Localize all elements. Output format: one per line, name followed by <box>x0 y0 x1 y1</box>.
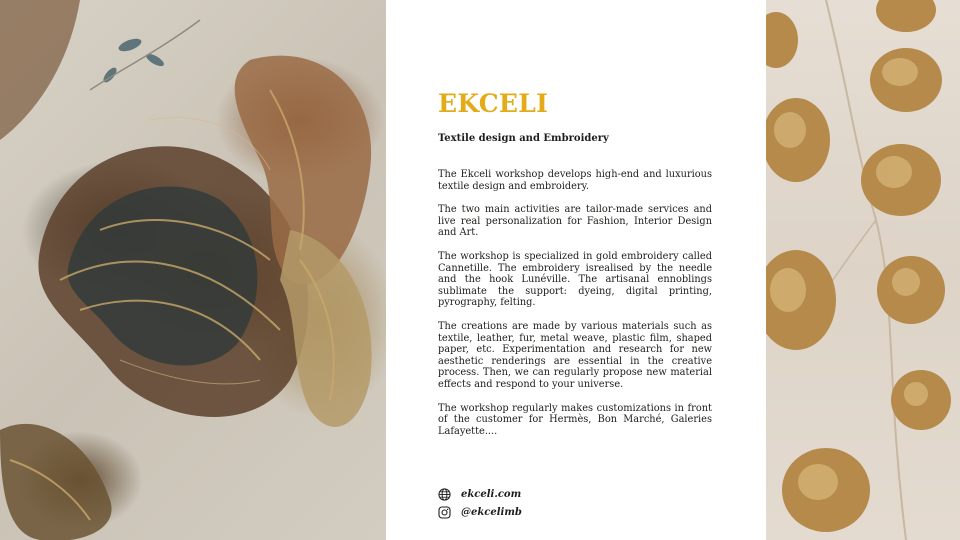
contact-instagram[interactable] <box>438 504 698 520</box>
paragraph-intro: The Ekceli workshop develops high-end and luxurious textile design and embroidery. <box>438 169 712 192</box>
embroidery-photo-right <box>766 0 960 540</box>
description-body <box>438 169 712 437</box>
page-subtitle: Textile design and Embroidery <box>438 133 609 144</box>
paragraph-activities: The two main activities are tailor-made services and live real personalization for Fashion, Interior Design and Art. <box>438 204 712 239</box>
paragraph-specialization: The workshop is specialized in gold embroidery called Cannetille. The embroidery isrealised by the needle and the hook Lunéville. The artisanal ennoblings sublimate the support: dyeing, digital printing, pyrography, felting. <box>438 250 712 309</box>
brand-title: EKCELI <box>438 89 549 118</box>
website-link[interactable]: ekceli.com <box>461 488 522 500</box>
instagram-handle[interactable]: @ekcelimb <box>461 506 522 518</box>
paragraph-materials: The creations are made by various materials such as textile, leather, fur, metal weave, plastic film, shaped paper, etc. Experimentation and research for new aesthetic renderings are essential in the creative process. Then, we can regularly propose new material effects and respond to your universe. <box>438 320 712 390</box>
paragraph-customizations: The workshop regularly makes customizations in front of the customer for Hermès, Bon Marché, Galeries Lafayette.... <box>438 402 712 437</box>
contact-list <box>438 486 698 522</box>
text-column <box>438 88 712 449</box>
contact-website[interactable] <box>438 486 698 502</box>
globe-icon <box>438 488 451 501</box>
embroidery-photo-left <box>0 0 386 540</box>
instagram-icon <box>438 506 451 519</box>
